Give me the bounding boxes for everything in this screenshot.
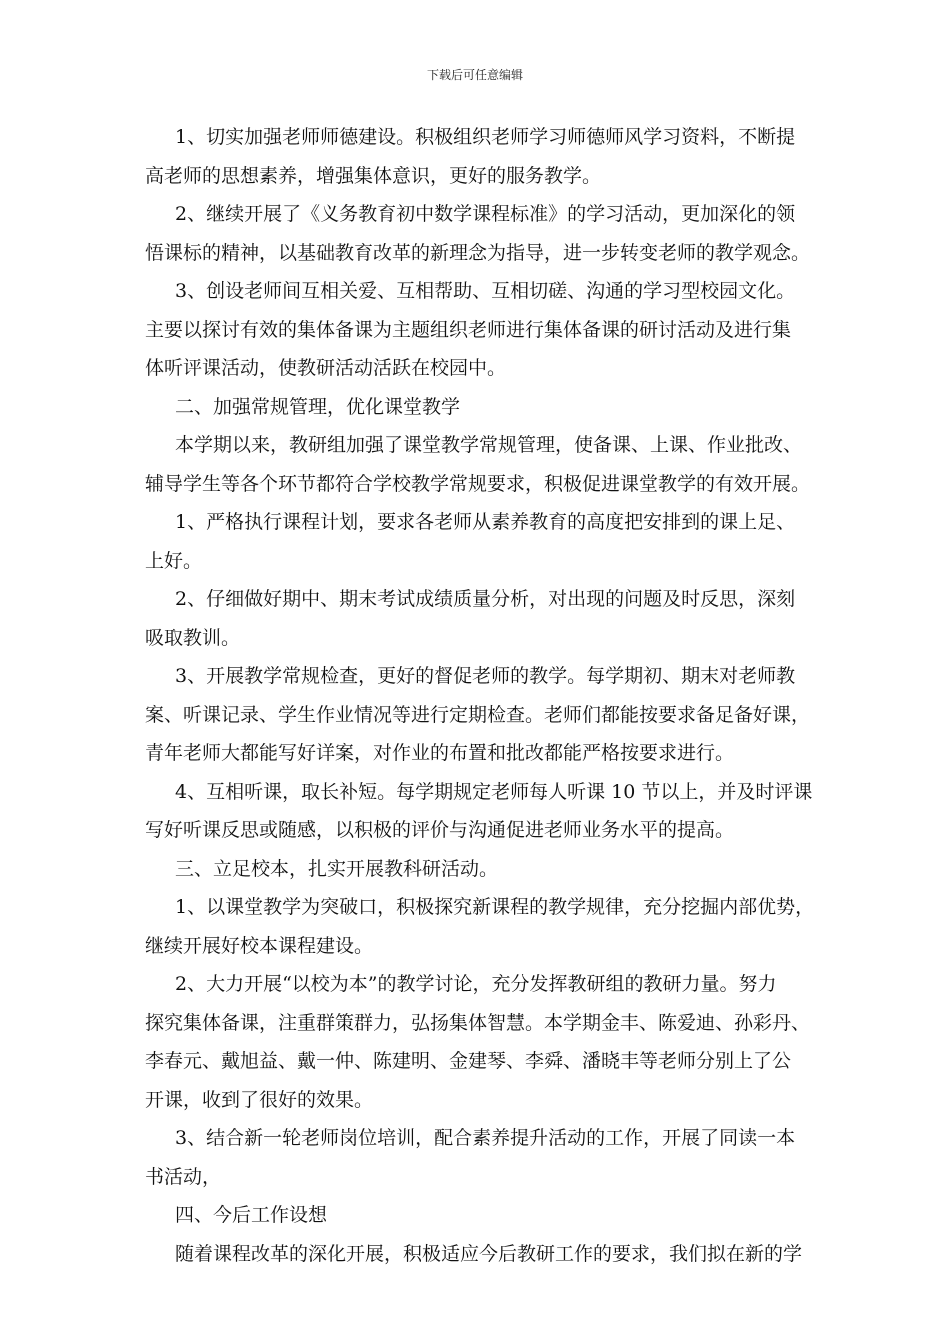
paragraph <box>145 965 809 1119</box>
text-line: 吸取教训。 <box>145 626 241 649</box>
text-line: 3、结合新一轮老师岗位培训，配合素养提升活动的工作，开展了同读一本 <box>175 1127 796 1149</box>
text-line: 1、严格执行课程计划，要求各老师从素养教育的高度把安排到的课上足、 <box>175 511 796 533</box>
text-line: 1、以课堂教学为突破口，积极探究新课程的教学规律，充分挖掘内部优势， <box>175 896 815 918</box>
text-line: 上好。 <box>145 549 203 572</box>
text-line: 本学期以来，教研组加强了课堂教学常规管理，使备课、上课、作业批改、 <box>175 434 803 456</box>
text-line: 书活动， <box>145 1165 222 1188</box>
text-line: 悟课标的精神，以基础教育改革的新理念为指导，进一步转变老师的教学观念。 <box>145 241 811 264</box>
text-line: 案、听课记录、学生作业情况等进行定期检查。老师们都能按要求备足备好课， <box>145 703 811 726</box>
paragraph <box>145 426 809 503</box>
paragraph <box>145 657 809 773</box>
paragraph <box>145 118 809 195</box>
paragraph <box>145 1119 809 1196</box>
paragraph <box>145 580 809 657</box>
text-line: 青年老师大都能写好详案，对作业的布置和批改都能严格按要求进行。 <box>145 742 735 764</box>
text-line: 随着课程改革的深化开展，积极适应今后教研工作的要求，我们拟在新的学 <box>175 1242 803 1265</box>
text-line: 1、切实加强老师师德建设。积极组织老师学习师德师风学习资料，不断提 <box>175 126 796 148</box>
text-line: 高老师的思想素养，增强集体意识，更好的服务教学。 <box>145 164 602 187</box>
text-line: 二、加强常规管理，优化课堂教学 <box>175 395 461 418</box>
paragraph <box>145 1196 809 1235</box>
text-line: 李春元、戴旭益、戴一仲、陈建明、金建琴、李舜、潘晓丰等老师分别上了公 <box>145 1050 792 1072</box>
text-line: 三、立足校本，扎实开展教科研活动。 <box>175 857 499 880</box>
text-line: 开课，收到了很好的效果。 <box>145 1088 374 1111</box>
paragraph <box>145 195 809 272</box>
paragraph <box>145 773 813 850</box>
page-header-note: 下载后可任意编辑 <box>426 68 523 82</box>
text-line: 4、互相听课，取长补短。每学期规定老师每人听课 10 节以上，并及时评课 <box>175 780 813 803</box>
paragraph <box>145 503 809 580</box>
text-line: 体听评课活动，使教研活动活跃在校园中。 <box>145 357 507 379</box>
text-line: 探究集体备课，注重群策群力，弘扬集体智慧。本学期金丰、陈爱迪、孙彩丹、 <box>145 1011 811 1034</box>
text-line: 2、继续开展了《义务教育初中数学课程标准》的学习活动，更加深化的领 <box>175 203 796 225</box>
text-line: 主要以探讨有效的集体备课为主题组织老师进行集体备课的研讨活动及进行集 <box>145 318 792 341</box>
text-line: 写好听课反思或随感，以积极的评价与沟通促进老师业务水平的提高。 <box>145 819 735 841</box>
text-line: 3、创设老师间互相关爱、互相帮助、互相切磋、沟通的学习型校园文化。 <box>175 280 796 302</box>
text-line: 2、大力开展“以校为本”的教学讨论，充分发挥教研组的教研力量。努力 <box>175 973 777 995</box>
text-line: 3、开展教学常规检查，更好的督促老师的教学。每学期初、期末对老师教 <box>175 665 796 687</box>
paragraph <box>145 850 809 889</box>
paragraph <box>145 388 809 427</box>
paragraph <box>145 1235 809 1274</box>
text-line: 辅导学生等各个环节都符合学校教学常规要求，积极促进课堂教学的有效开展。 <box>145 472 811 495</box>
document-body <box>145 118 815 1273</box>
text-line: 2、仔细做好期中、期末考试成绩质量分析，对出现的问题及时反思，深刻 <box>175 588 796 610</box>
text-line: 四、今后工作设想 <box>175 1204 328 1226</box>
text-line: 继续开展好校本课程建设。 <box>145 934 374 957</box>
paragraph <box>145 888 815 965</box>
paragraph <box>145 272 809 388</box>
